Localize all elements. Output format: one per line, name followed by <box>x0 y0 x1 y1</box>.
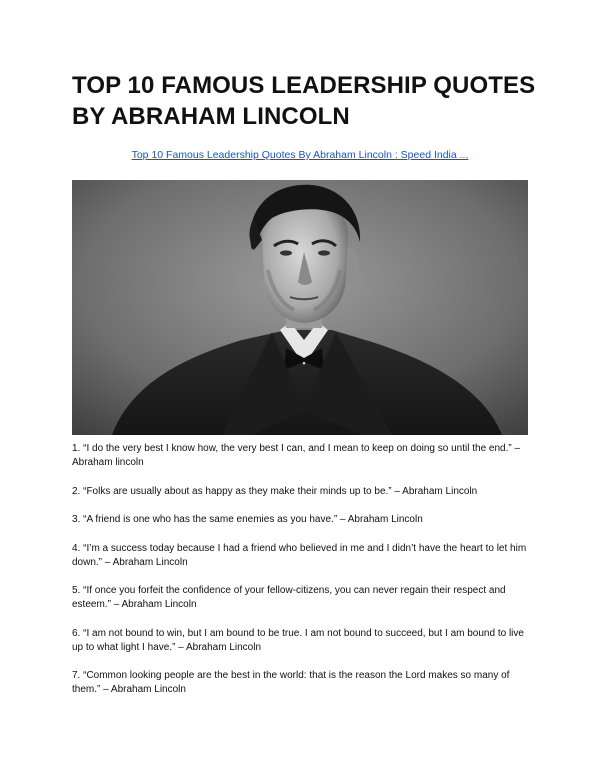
quote-item: 6. “I am not bound to win, but I am bound to be true. I am not bound to succeed, but I am bound to live up to what light I have.” – Abraham Lincoln <box>72 627 524 653</box>
source-link[interactable]: Top 10 Famous Leadership Quotes By Abraham Lincoln : Speed India ... <box>131 149 469 161</box>
quote-item: 5. “If once you forfeit the confidence of your fellow-citizens, you can never regain their respect and esteem.” – Abraham Lincoln <box>72 585 506 610</box>
quote-item: 1. “I do the very best I know how, the very best I can, and I mean to keep on doing so until the end.” – Abraham lincoln <box>72 443 521 468</box>
quote-item: 2. “Folks are usually about as happy as they make their minds up to be.” – Abraham Lincoln <box>72 485 478 497</box>
portrait-photo <box>72 180 528 435</box>
page-title: TOP 10 FAMOUS LEADERSHIP QUOTES BY ABRAHAM LINCOLN <box>72 72 536 130</box>
quote-item: 7. “Common looking people are the best in the world: that is the reason the Lord makes so many of them.” – Abraham Lincoln <box>72 670 510 695</box>
quote-item: 3. “A friend is one who has the same enemies as you have.” – Abraham Lincoln <box>72 514 423 525</box>
quote-list <box>72 442 534 712</box>
quote-item: 4. “I’m a success today because I had a friend who believed in me and I didn’t have the heart to let him down.” – Abraham Lincoln <box>72 542 527 568</box>
